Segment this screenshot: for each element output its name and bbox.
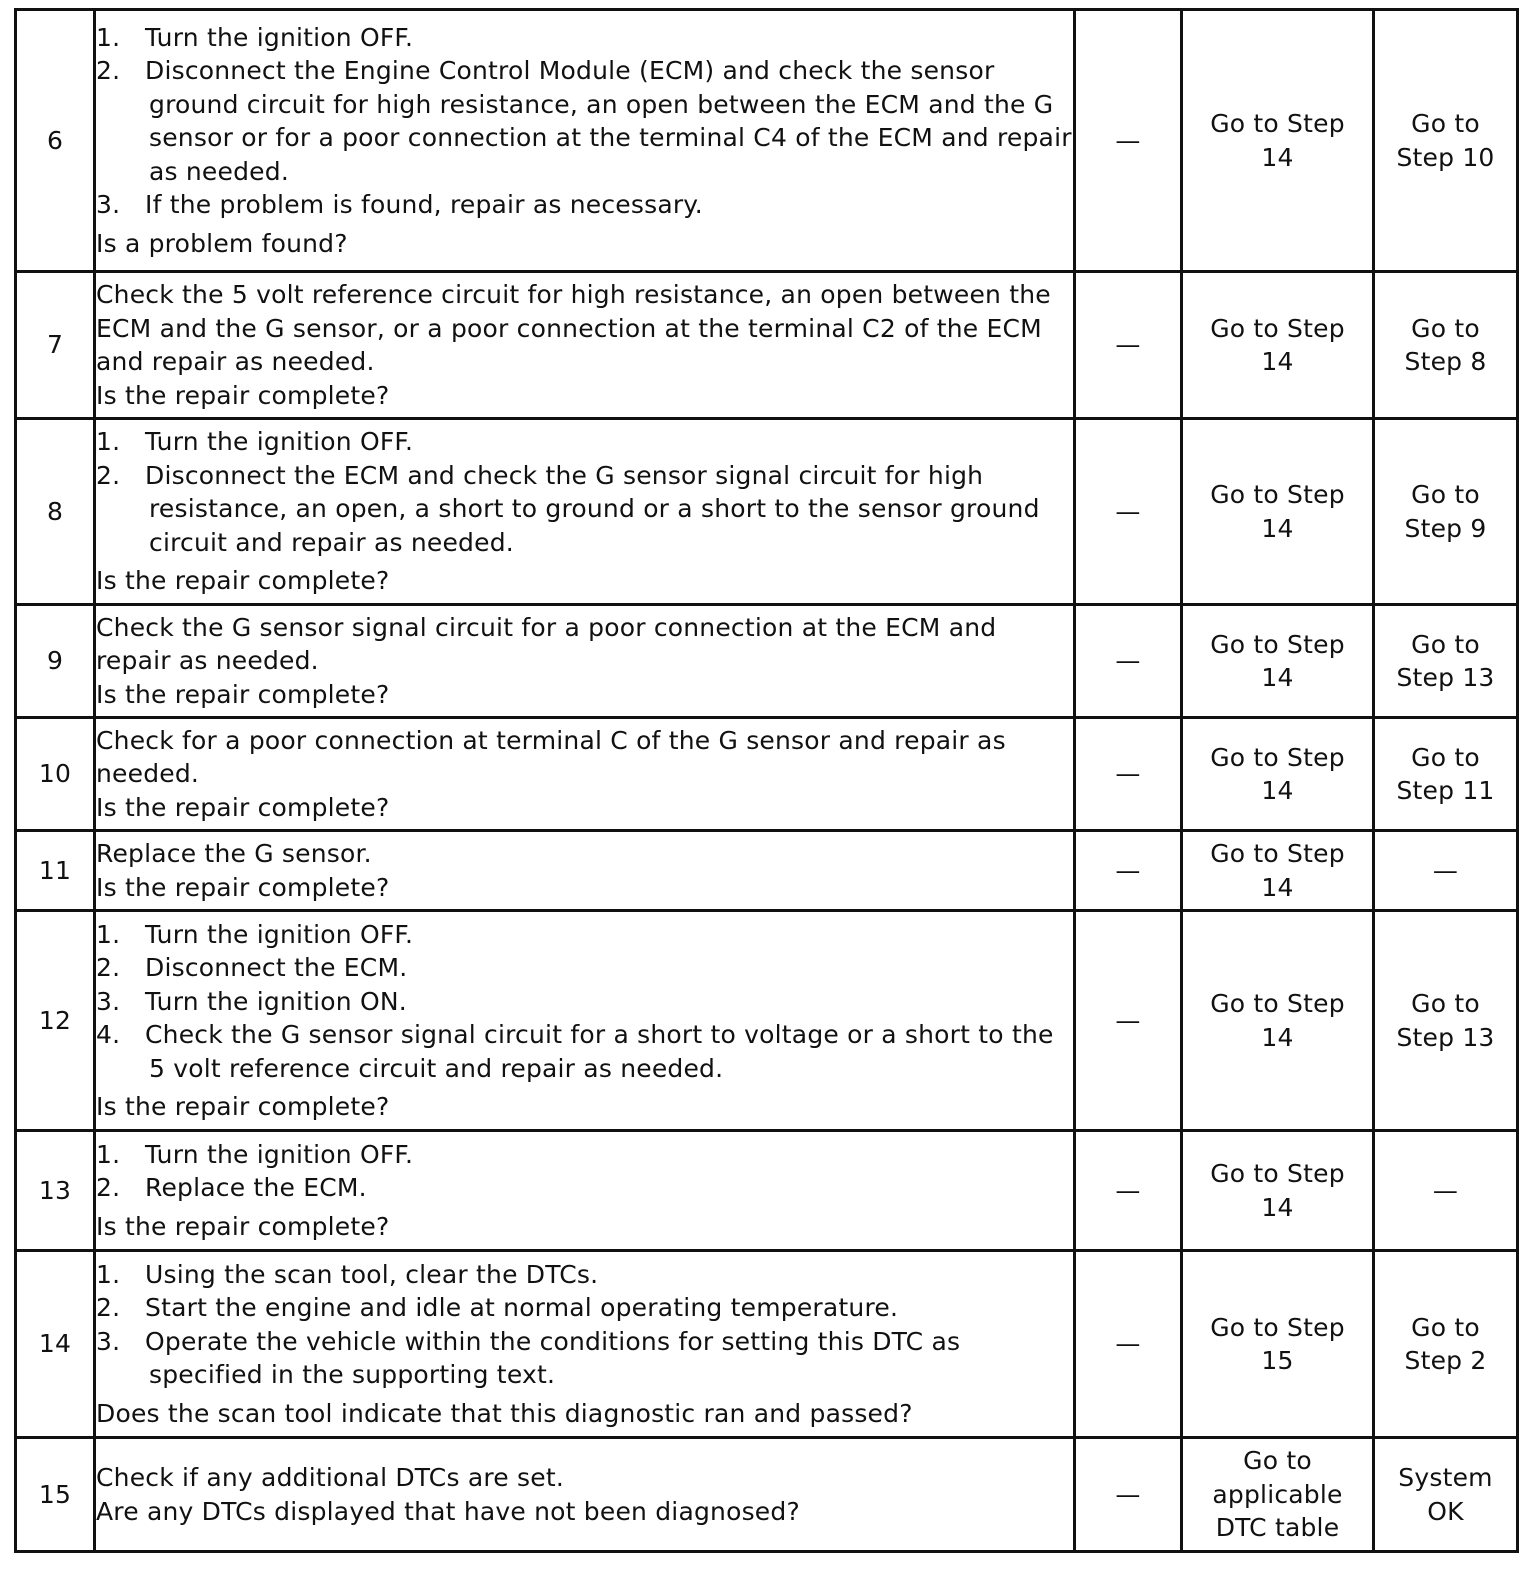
action-list-item <box>96 1291 1073 1325</box>
action-cell <box>95 911 1075 1131</box>
question-text: Is the repair complete? <box>96 1092 390 1121</box>
list-item-number: 3. <box>96 190 121 220</box>
list-item-number: 1. <box>96 1139 121 1169</box>
yes-action-cell <box>1182 1131 1374 1251</box>
list-item-text: Operate the vehicle within the conditions for setting this DTC as specified in the supporting text. <box>145 1326 961 1390</box>
yes-action-cell <box>1182 1251 1374 1438</box>
value-cell <box>1075 718 1182 831</box>
value-cell-text: — <box>1115 330 1141 360</box>
action-list-item <box>96 459 1073 560</box>
yes-action-cell <box>1182 831 1374 911</box>
table-row <box>16 831 1518 911</box>
step-number: 6 <box>16 10 95 272</box>
list-item-text: Turn the ignition OFF. <box>145 919 414 949</box>
step-number: 14 <box>16 1251 95 1438</box>
list-item-number: 1. <box>96 919 121 949</box>
table-row <box>16 1131 1518 1251</box>
list-item-text: Turn the ignition ON. <box>145 986 407 1016</box>
yes-action-cell <box>1182 911 1374 1131</box>
list-item-text: Using the scan tool, clear the DTCs. <box>145 1259 599 1289</box>
question-text: Is the repair complete? <box>96 872 390 902</box>
no-action-cell-text: Go to Step 8 <box>1404 313 1487 376</box>
question-text: Does the scan tool indicate that this diagnostic ran and passed? <box>96 1398 913 1428</box>
list-item-text: Disconnect the Engine Control Module (ECM) and check the sensor ground circuit for high resistance, an open between the ECM and the G sensor or for a poor connection at the terminal C4 of the ECM and repair as needed. <box>145 56 1072 186</box>
action-list-item <box>96 188 1073 222</box>
list-item-number: 2. <box>96 1293 121 1323</box>
list-item-text: Turn the ignition OFF. <box>145 22 414 52</box>
action-list-item <box>96 1258 1073 1292</box>
action-list-item <box>96 1325 1073 1392</box>
step-number: 9 <box>16 605 95 718</box>
yes-action-cell-text: Go to Step 14 <box>1210 629 1345 692</box>
no-action-cell <box>1374 911 1518 1131</box>
yes-action-cell-text: Go to applicable DTC table <box>1212 1446 1343 1543</box>
table-row <box>16 605 1518 718</box>
action-cell <box>95 831 1075 911</box>
value-cell <box>1075 10 1182 272</box>
value-cell <box>1075 605 1182 718</box>
yes-action-cell <box>1182 718 1374 831</box>
action-list-item <box>96 1171 1073 1205</box>
action-list-item <box>96 951 1073 985</box>
table-body <box>16 10 1518 1552</box>
step-number: 13 <box>16 1131 95 1251</box>
table-row <box>16 272 1518 419</box>
value-cell-text: — <box>1115 1329 1141 1359</box>
value-cell-text: — <box>1115 1005 1141 1035</box>
list-item-number: 1. <box>96 1259 121 1289</box>
yes-action-cell-text: Go to Step 14 <box>1210 839 1345 902</box>
yes-action-cell-text: Go to Step 14 <box>1210 313 1345 376</box>
action-list-item <box>96 1138 1073 1172</box>
value-cell-text: — <box>1115 1479 1141 1509</box>
no-action-cell <box>1374 10 1518 272</box>
no-action-cell-text: Go to Step 2 <box>1404 1312 1487 1375</box>
table-row <box>16 419 1518 605</box>
value-cell-text: — <box>1115 759 1141 789</box>
action-cell <box>95 1131 1075 1251</box>
action-text: Check the 5 volt reference circuit for high resistance, an open between the ECM and the G sensor, or a poor connection at the terminal C2 of the ECM and repair as needed. <box>96 280 1051 376</box>
value-cell <box>1075 831 1182 911</box>
action-list-item <box>96 1018 1073 1085</box>
action-text: Check for a poor connection at terminal C of the G sensor and repair as needed. <box>96 725 1006 789</box>
table-row <box>16 10 1518 272</box>
action-text: Replace the G sensor. <box>96 839 372 868</box>
list-item-number: 1. <box>96 22 121 52</box>
list-item-number: 3. <box>96 986 121 1016</box>
no-action-cell <box>1374 272 1518 419</box>
value-cell-text: — <box>1115 125 1141 155</box>
list-item-text: Disconnect the ECM and check the G sensor signal circuit for high resistance, an open, a short to ground or a short to the sensor ground circuit and repair as needed. <box>145 460 1040 557</box>
question-text: Is the repair complete? <box>96 380 390 410</box>
yes-action-cell-text: Go to Step 15 <box>1210 1312 1345 1375</box>
value-cell-text: — <box>1115 646 1141 676</box>
action-list <box>96 918 1073 1086</box>
yes-action-cell <box>1182 10 1374 272</box>
value-cell-text: — <box>1115 1175 1141 1205</box>
diagnostic-table <box>14 8 1519 1553</box>
yes-action-cell-text: Go to Step 14 <box>1210 989 1345 1052</box>
value-cell <box>1075 1131 1182 1251</box>
no-action-cell-text: — <box>1432 855 1459 885</box>
action-cell <box>95 1251 1075 1438</box>
list-item-number: 2. <box>96 1173 121 1203</box>
action-list <box>96 425 1073 559</box>
action-list <box>96 21 1073 222</box>
action-list-item <box>96 918 1073 952</box>
list-item-number: 2. <box>96 56 121 86</box>
no-action-cell-text: System OK <box>1398 1463 1493 1526</box>
no-action-cell <box>1374 1131 1518 1251</box>
question-text: Are any DTCs displayed that have not been diagnosed? <box>96 1496 800 1526</box>
value-cell <box>1075 1438 1182 1552</box>
table-row <box>16 718 1518 831</box>
list-item-text: If the problem is found, repair as necessary. <box>145 190 703 220</box>
question-text: Is the repair complete? <box>96 679 390 709</box>
step-number: 11 <box>16 831 95 911</box>
action-text: Check the G sensor signal circuit for a poor connection at the ECM and repair as needed. <box>96 612 997 676</box>
question-text: Is the repair complete? <box>96 1211 390 1241</box>
no-action-cell-text: Go to Step 9 <box>1404 480 1487 543</box>
action-list <box>96 1258 1073 1392</box>
yes-action-cell <box>1182 272 1374 419</box>
action-list-item <box>96 425 1073 459</box>
action-list-item <box>96 985 1073 1019</box>
no-action-cell <box>1374 831 1518 911</box>
no-action-cell-text: — <box>1432 1175 1459 1205</box>
action-cell <box>95 272 1075 419</box>
question-text: Is the repair complete? <box>96 792 390 822</box>
yes-action-cell-text: Go to Step 14 <box>1210 109 1345 172</box>
yes-action-cell <box>1182 1438 1374 1552</box>
table-row <box>16 911 1518 1131</box>
yes-action-cell-text: Go to Step 14 <box>1210 1159 1345 1222</box>
no-action-cell-text: Go to Step 13 <box>1396 629 1495 692</box>
no-action-cell <box>1374 605 1518 718</box>
step-number: 7 <box>16 272 95 419</box>
action-list-item <box>96 54 1073 188</box>
list-item-text: Turn the ignition OFF. <box>145 427 414 457</box>
step-number: 15 <box>16 1438 95 1552</box>
no-action-cell-text: Go to Step 11 <box>1396 742 1495 805</box>
no-action-cell <box>1374 1438 1518 1552</box>
action-cell <box>95 419 1075 605</box>
action-text: Check if any additional DTCs are set. <box>96 1463 564 1492</box>
no-action-cell-text: Go to Step 10 <box>1396 109 1495 172</box>
list-item-number: 2. <box>96 460 121 490</box>
table-row <box>16 1438 1518 1552</box>
question-text: Is a problem found? <box>96 228 348 258</box>
list-item-text: Disconnect the ECM. <box>145 953 408 982</box>
action-cell <box>95 10 1075 272</box>
value-cell-text: — <box>1115 855 1141 885</box>
no-action-cell <box>1374 419 1518 605</box>
yes-action-cell <box>1182 605 1374 718</box>
list-item-text: Check the G sensor signal circuit for a short to voltage or a short to the 5 volt reference circuit and repair as needed. <box>145 1020 1054 1083</box>
list-item-number: 1. <box>96 427 121 457</box>
step-number: 10 <box>16 718 95 831</box>
yes-action-cell <box>1182 419 1374 605</box>
action-cell <box>95 1438 1075 1552</box>
action-cell <box>95 605 1075 718</box>
question-text: Is the repair complete? <box>96 566 390 596</box>
list-item-text: Replace the ECM. <box>145 1173 367 1203</box>
value-cell <box>1075 1251 1182 1438</box>
list-item-text: Start the engine and idle at normal operating temperature. <box>145 1293 899 1323</box>
list-item-number: 3. <box>96 1326 121 1356</box>
list-item-text: Turn the ignition OFF. <box>145 1139 414 1169</box>
table-row <box>16 1251 1518 1438</box>
no-action-cell <box>1374 718 1518 831</box>
value-cell-text: — <box>1115 496 1141 526</box>
yes-action-cell-text: Go to Step 14 <box>1210 742 1345 805</box>
value-cell <box>1075 272 1182 419</box>
action-cell <box>95 718 1075 831</box>
no-action-cell <box>1374 1251 1518 1438</box>
list-item-number: 4. <box>96 1020 121 1049</box>
step-number: 8 <box>16 419 95 605</box>
yes-action-cell-text: Go to Step 14 <box>1210 480 1345 543</box>
action-list <box>96 1138 1073 1205</box>
step-number: 12 <box>16 911 95 1131</box>
value-cell <box>1075 911 1182 1131</box>
no-action-cell-text: Go to Step 13 <box>1396 989 1495 1052</box>
value-cell <box>1075 419 1182 605</box>
list-item-number: 2. <box>96 953 121 982</box>
action-list-item <box>96 21 1073 55</box>
